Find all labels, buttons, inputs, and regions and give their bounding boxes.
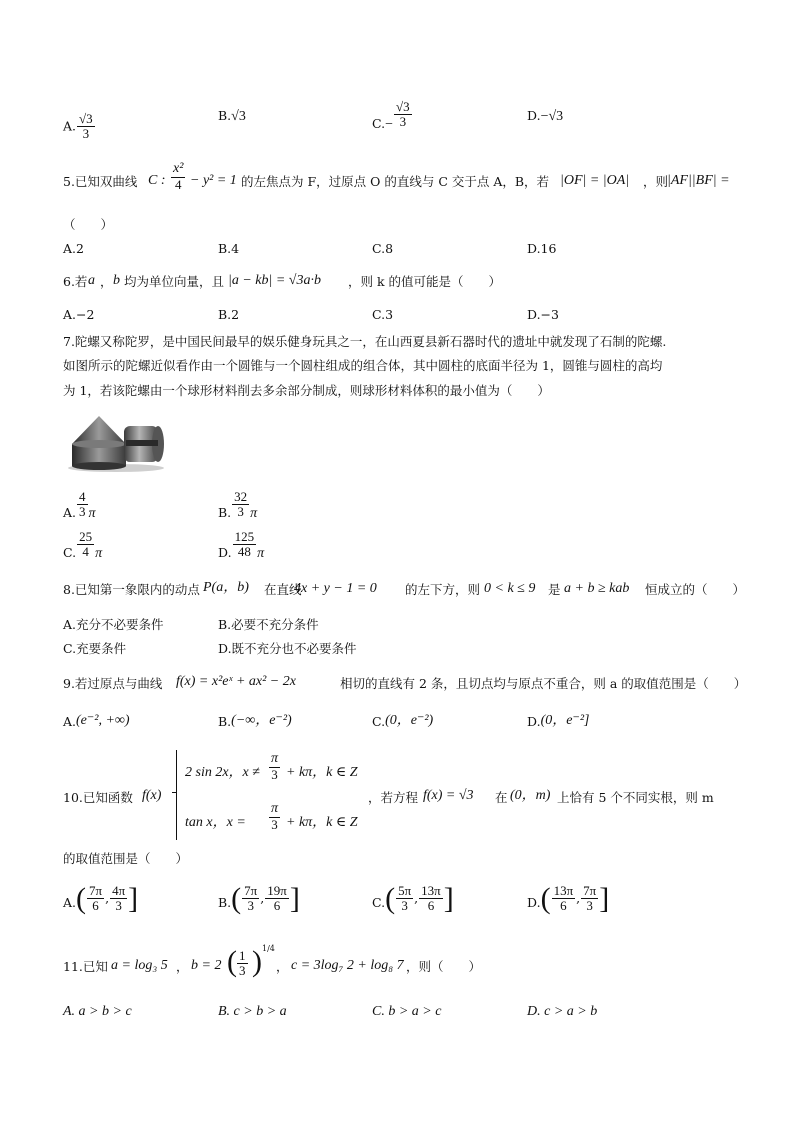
q11-option-d[interactable]: D. c > a > b <box>527 1004 598 1019</box>
q5-option-a[interactable]: A.2 <box>63 241 84 256</box>
q10-option-a[interactable]: A.( $\frac{7\pi}{6}$ , $\frac{4\pi}{3}$ ] <box>63 882 139 915</box>
q11-option-c[interactable]: C. b > a > c <box>372 1004 442 1019</box>
q4-option-d[interactable]: D.−√3 <box>527 108 564 124</box>
q5-option-c[interactable]: C.8 <box>372 241 394 256</box>
q8-option-b[interactable]: B.必要不充分条件 <box>218 617 319 632</box>
q10-option-b[interactable]: B.( $\frac{7\pi}{3}$ , $\frac{19\pi}{6}$ ] <box>218 882 300 915</box>
cylinder-base-shape <box>72 462 126 470</box>
q11-option-a[interactable]: A. a > b > c <box>63 1004 132 1019</box>
q9-option-b[interactable]: B.(−∞，e⁻²) <box>218 713 292 729</box>
q8-option-c[interactable]: C.充要条件 <box>63 641 127 656</box>
q9-option-c[interactable]: C.(0，e⁻²) <box>372 713 434 729</box>
q5-option-b[interactable]: B.4 <box>218 241 240 256</box>
cone-shape <box>72 416 126 444</box>
q8-option-d[interactable]: D.既不充分也不必要条件 <box>218 641 357 656</box>
q4-option-c[interactable]: C.− $\frac{√3}{3}$ <box>372 99 410 133</box>
q9-option-d[interactable]: D.(0，e⁻²] <box>527 713 590 729</box>
q7-option-d[interactable]: D. $\frac{125}{48}$ π <box>218 529 265 562</box>
spinning-top-image <box>66 412 166 474</box>
q9-option-a[interactable]: A.(e⁻², +∞) <box>63 713 130 729</box>
q6-option-b[interactable]: B.2 <box>218 307 240 322</box>
piecewise-brace <box>176 750 185 840</box>
q6-option-c[interactable]: C.3 <box>372 307 394 322</box>
groove-shape <box>126 440 158 446</box>
q4-option-b[interactable]: B.√3 <box>218 108 246 124</box>
q6-option-d[interactable]: D.−3 <box>527 307 559 322</box>
q10-option-d[interactable]: D.( $\frac{13\pi}{6}$ , $\frac{7\pi}{3}$ ] <box>527 882 610 915</box>
q11-option-b[interactable]: B. c > b > a <box>218 1004 287 1019</box>
q5-option-d[interactable]: D.16 <box>527 241 557 256</box>
q7-option-b[interactable]: B. $\frac{32}{3}$ π <box>218 489 258 522</box>
q7-option-a[interactable]: A. $\frac{4}{3}$ π <box>63 489 96 522</box>
q4-option-a[interactable]: A. $\frac{√3}{3}$ <box>63 111 93 141</box>
q6-option-a[interactable]: A.−2 <box>63 307 95 322</box>
q10-option-c[interactable]: C.( $\frac{5\pi}{3}$ , $\frac{13\pi}{6}$ ] <box>372 882 454 915</box>
cone-base-shape <box>72 440 126 448</box>
q7-option-c[interactable]: C. $\frac{25}{4}$ π <box>63 529 103 562</box>
q8-option-a[interactable]: A.充分不必要条件 <box>63 617 164 632</box>
